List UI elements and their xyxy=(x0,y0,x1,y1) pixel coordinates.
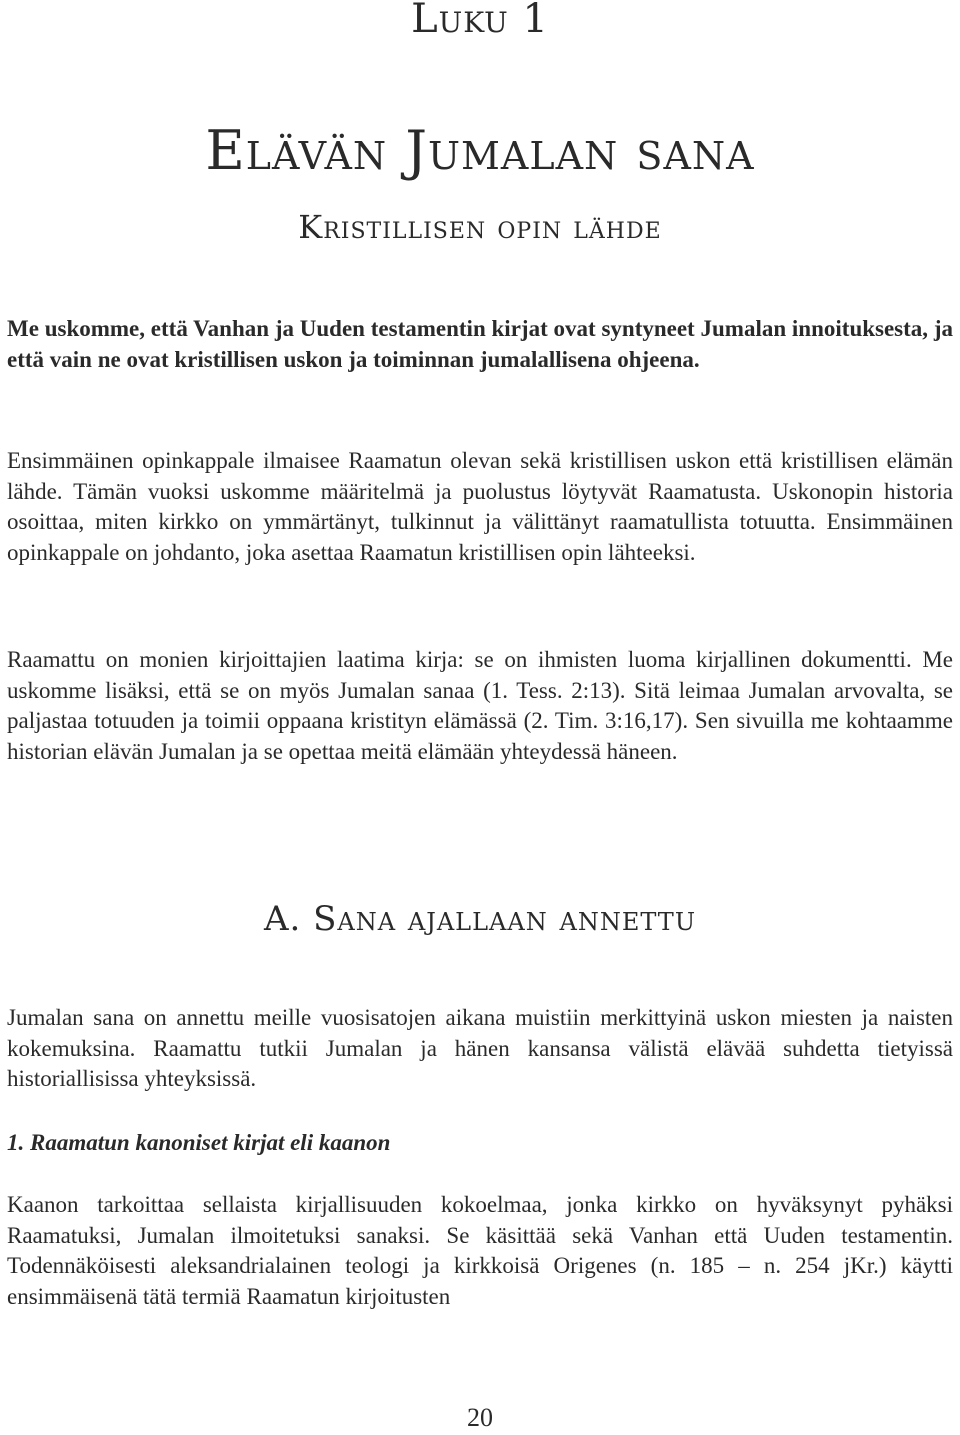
body-paragraph-3: Jumalan sana on annettu meille vuosisatojen aikana muistiin merkittyinä uskon miesten ja naisten kokemuksina. Raamattu tutkii Jumalan ja hänen kansansa välistä elävää suhdetta tietyissä historiallisissa yhteyksissä. xyxy=(7,1005,953,1091)
body-paragraph-4: Kaanon tarkoittaa sellaista kirjallisuuden kokoelmaa, jonka kirkko on hyväksynyt pyhäksi Raamatuksi, Jumalan ilmoitetuksi sanaksi. Se käsittää sekä Vanhan että Uuden testamentin. Todennäköisesti aleksandrialainen teologi ja kirkkoisä Origenes (n. 185 – n. 254 jKr.) käytti ensimmäisenä tätä termiä Raamatun kirjoitusten xyxy=(7,1192,953,1309)
page-number: 20 xyxy=(467,1403,493,1432)
doctrine-statement: Me uskomme, että Vanhan ja Uuden testamentin kirjat ovat syntyneet Jumalan innoituksesta, ja että vain ne ovat kristillisen uskon ja toiminnan jumalallisena ohjeena. xyxy=(7,316,953,372)
body-paragraph-2: Raamattu on monien kirjoittajien laatima kirja: se on ihmisten luoma kirjallinen dokumentti. Me uskomme lisäksi, että se on myös Jumalan sanaa (1. Tess. 2:13). Sitä leimaa Jumalan arvovalta, se paljastaa totuuden ja toimii oppaana kristityn elämässä (2. Tim. 3:16,17). Sen sivuilla me kohtaamme historian elävän Jumalan ja se opettaa meitä elämään yhteydessä häneen. xyxy=(7,647,953,764)
subsection-heading-1: 1. Raamatun kanoniset kirjat eli kaanon xyxy=(7,1130,391,1155)
section-heading-a: A. Sana ajallaan annettu xyxy=(263,899,697,939)
chapter-title: Elävän Jumalan sana xyxy=(205,119,755,182)
chapter-label: Luku 1 xyxy=(411,0,549,42)
chapter-subtitle: Kristillisen opin lähde xyxy=(298,208,662,246)
body-paragraph-1: Ensimmäinen opinkappale ilmaisee Raamatun olevan sekä kristillisen uskon että kristillisen elämän lähde. Tämän vuoksi uskomme määritelmä ja puolustus löytyvät Raamatusta. Uskonopin historia osoittaa, miten kirkko on ymmärtänyt, tulkinnut ja välittänyt raamatullista totuutta. Ensimmäinen opinkappale on johdanto, joka asettaa Raamatun kristillisen opin lähteeksi. xyxy=(7,448,953,565)
